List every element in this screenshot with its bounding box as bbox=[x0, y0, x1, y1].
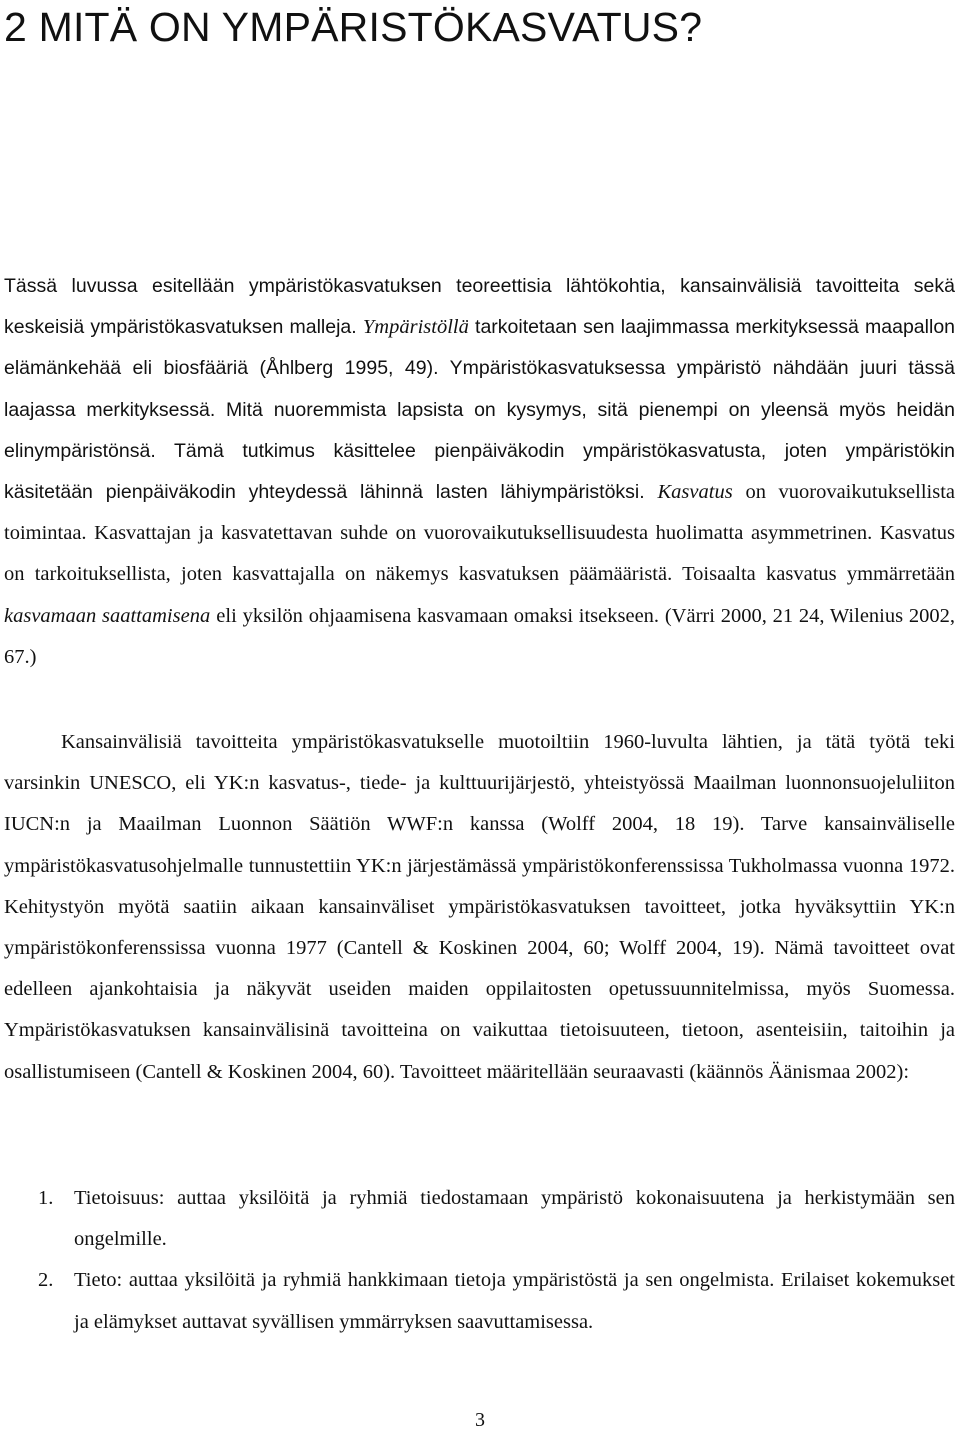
page-number: 3 bbox=[475, 1409, 485, 1431]
paragraph-international-goals: Kansainvälisiä tavoitteita ympäristökasvatukselle muotoiltiin 1960-luvulta lähtien, ja tätä työtä teki varsinkin UNESCO, eli YK:n kasvatus-, tiede- ja kulttuurijärjestö, yhteistyössä Maailman luonnonsuojeluliiton IUCN:n ja Maailman Luonnon Säätiön WWF:n kanssa (Wolff 2004, 18 19). Tarve kansainväliselle ympäristökasvatusohjelmalle tunnustettiin YK:n järjestämässä ympäristökonferenssissa Tukholmassa vuonna 1972. Kehitystyön myötä saatiin aikaan kansainväliset ympäristökasvatuksen tavoitteet, jotka hyväksyttiin YK:n ympäristökonferenssissa vuonna 1977 (Cantell & Koskinen 2004, 60; Wolff 2004, 19). Nämä tavoitteet ovat edelleen ajankohtaisia ja näkyvät useiden maiden oppilaitosten opetussuunnitelmissa, myös Suomessa. Ympäristökasvatuksen kansainvälisinä tavoitteina on vaikuttaa tietoisuuteen, tietoon, asenteisiin, taitoihin ja osallistumiseen (Cantell & Koskinen 2004, 60). Tavoitteet määritellään seuraavasti (käännös Äänismaa 2002): bbox=[4, 731, 955, 1083]
sentence: Tämä tutkimus käsittelee pienpäiväkodin ympäristökasvatusta, joten ympäristökin käsitetään pienpäiväkodin yhteydessä lähinnä lasten lähiympäristöksi. bbox=[4, 439, 955, 504]
list-number: 1. bbox=[38, 1187, 54, 1209]
italic-term: Kasvatus bbox=[657, 481, 733, 504]
sentence: eli yksilön ohjaamisena kasvamaan omaksi itsekseen. (Värri 2000, 21 24, Wilenius 2002, 67.) bbox=[4, 604, 955, 668]
list-item-text: Tietoisuus: auttaa yksilöitä ja ryhmiä tiedostamaan ympäristö kokonaisuutena ja herkistymään sen ongelmille. bbox=[74, 1187, 955, 1251]
sentence: on vuorovaikutuksellista toimintaa. Kasvattajan ja kasvatettavan suhde on vuorovaikutuksellisuudesta huolimatta asymmetrinen. Kasvatus on tarkoituksellista, joten kasvattajalla on näkemys kasvatuksen päämääristä. Toisaalta kasvatus ymmärretään bbox=[4, 481, 956, 586]
list-item bbox=[4, 1260, 955, 1342]
italic-term: Ympäristöllä bbox=[362, 316, 469, 339]
chapter-heading: 2 MITÄ ON YMPÄRISTÖKASVATUS? bbox=[4, 4, 703, 50]
list-number: 2. bbox=[38, 1269, 54, 1292]
sentence: Tässä luvussa esitellään ympäristökasvatuksen teoreettisia lähtökohtia, kansainvälisiä tavoitteita sekä keskeisiä ympäristökasvatuksen malleja. bbox=[4, 275, 955, 339]
list-item bbox=[4, 1178, 955, 1260]
italic-term: kasvamaan saattamisena bbox=[4, 604, 211, 627]
paragraph-intro bbox=[4, 266, 955, 678]
sentence: tarkoitetaan sen laajimmassa merkityksessä maapallon elämänkehää eli biosfääriä (Åhlberg 1995, 49). Ympäristökasvatuksessa ympäristö nähdään juuri tässä laajassa merkityksessä. Mitä nuoremmista lapsista on kysymys, sitä pienempi on yleensä myös heidän elinympäristönsä. bbox=[4, 316, 956, 462]
list-item-text: Tieto: auttaa yksilöitä ja ryhmiä hankkimaan tietoja ympäristöstä ja sen ongelmista. Erilaiset kokemukset ja elämykset auttavat syvällisen ymmärryksen saavuttamisessa. bbox=[74, 1269, 955, 1333]
goals-list bbox=[4, 1178, 955, 1343]
